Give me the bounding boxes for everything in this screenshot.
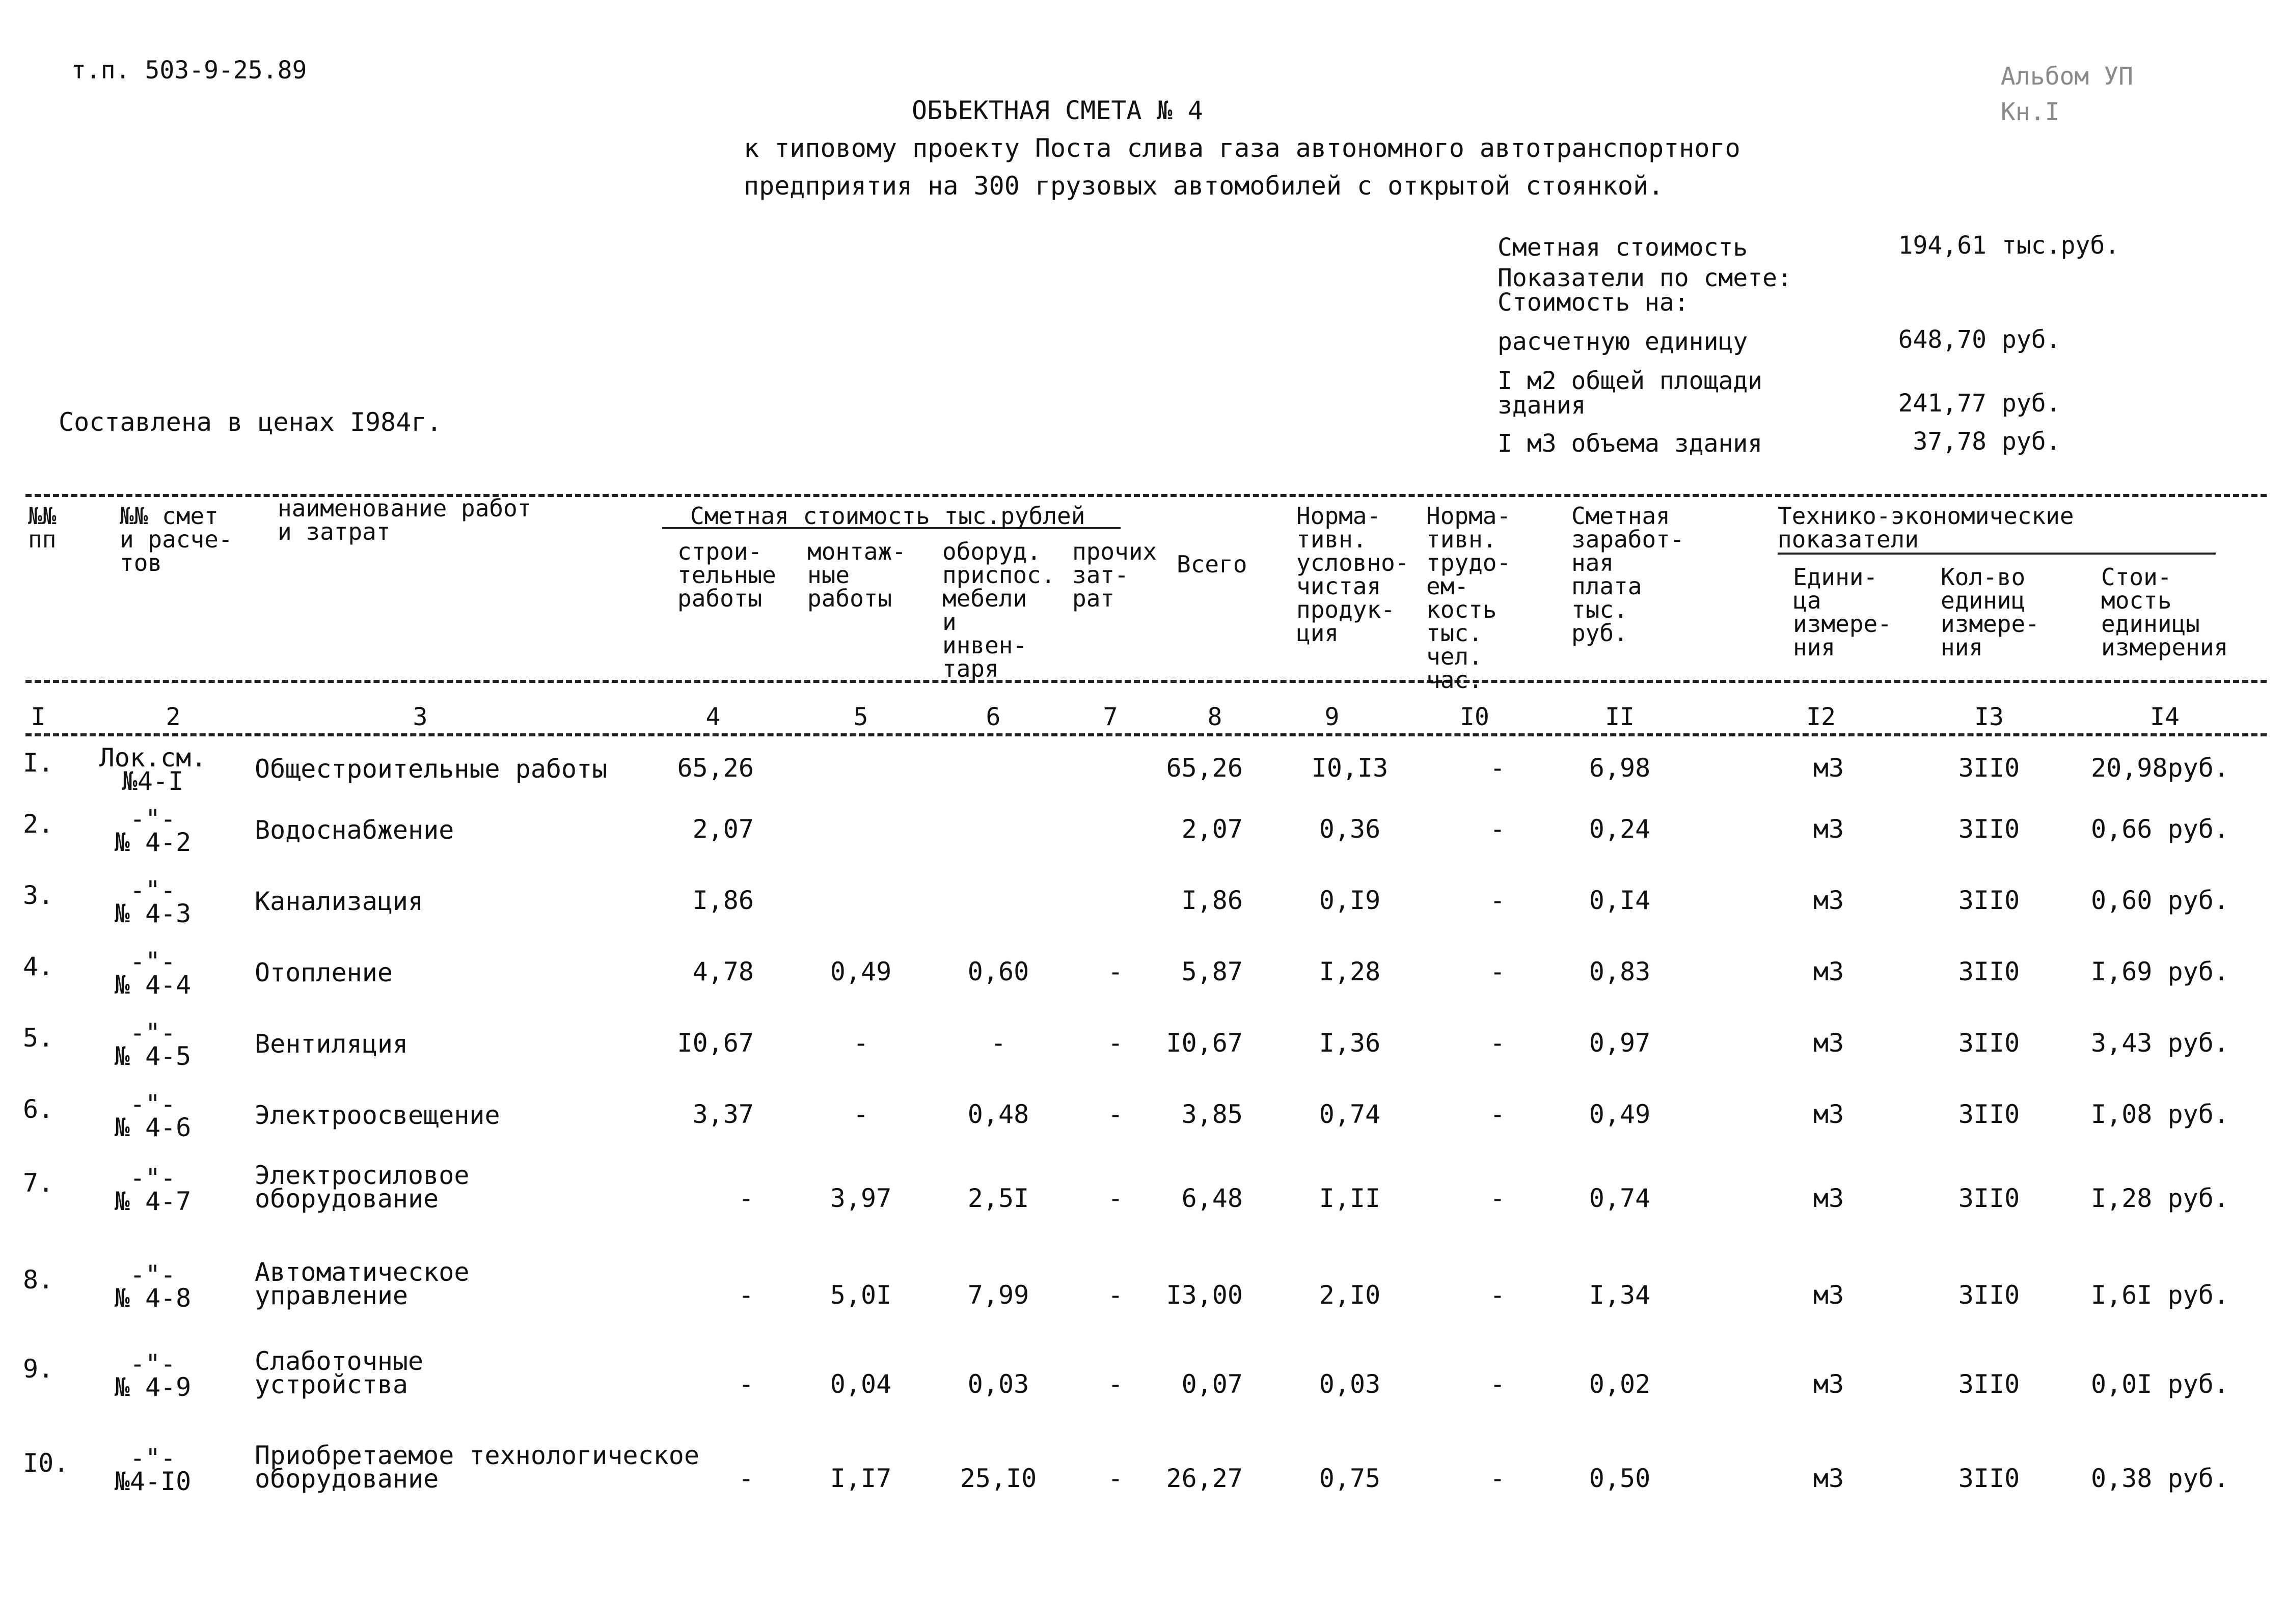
row-wages: 0,74 xyxy=(1589,1183,1651,1213)
row-number: 4. xyxy=(23,952,54,981)
album-stamp xyxy=(2001,59,2133,130)
header-tech-group: Технико-экономические показатели xyxy=(1778,502,2074,553)
row-construction-cost: 3,37 xyxy=(692,1099,754,1129)
document-title xyxy=(744,92,1966,205)
row-estimate-no: -"- № 4-7 xyxy=(114,1163,192,1216)
column-number: 9 xyxy=(1324,703,1340,731)
row-total-cost: I,86 xyxy=(1181,886,1243,915)
row-number: 7. xyxy=(23,1168,54,1198)
row-work-name: Слаботочные устройства xyxy=(255,1346,424,1399)
row-work-name: Приобретаемое технологическое оборудование xyxy=(255,1441,699,1494)
header-estimate-no: №№ смет и расче- тов xyxy=(120,502,233,576)
summary-value: 648,70 xyxy=(1898,325,1986,354)
row-estimate-no: -"- № 4-9 xyxy=(114,1349,192,1402)
row-labor: - xyxy=(1489,1028,1506,1058)
title-line-2: к типовому проекту Поста слива газа автономного автотранспортного xyxy=(744,133,1740,163)
row-construction-cost: 65,26 xyxy=(677,753,754,783)
row-normative-output: 2,I0 xyxy=(1319,1280,1381,1310)
row-equipment-cost: - xyxy=(990,1028,1006,1058)
row-construction-cost: 2,07 xyxy=(692,814,754,844)
header-unit-cost: Стои- мость единицы измерения xyxy=(2101,563,2228,661)
row-other-cost: - xyxy=(1107,1464,1124,1493)
header-name: наименование работ и затрат xyxy=(278,494,532,545)
row-unit-cost: 0,60 руб. xyxy=(2091,886,2229,915)
book-label: Кн.I xyxy=(2000,98,2060,126)
row-construction-cost: 4,78 xyxy=(692,957,754,986)
column-number: 3 xyxy=(413,703,428,731)
row-equipment-cost: 0,03 xyxy=(967,1369,1029,1399)
row-work-name: Канализация xyxy=(255,887,424,916)
row-wages: 0,24 xyxy=(1589,814,1651,844)
row-equipment-cost: 7,99 xyxy=(967,1280,1029,1310)
row-other-cost: - xyxy=(1107,1099,1124,1129)
row-qty: 3II0 xyxy=(1958,1183,2020,1213)
row-number: 9. xyxy=(23,1354,54,1384)
row-labor: - xyxy=(1489,1464,1506,1493)
row-normative-output: I,II xyxy=(1319,1183,1381,1213)
row-normative-output: 0,36 xyxy=(1319,814,1381,844)
row-unit-cost: 0,66 руб. xyxy=(2091,814,2229,844)
row-number: 2. xyxy=(23,809,54,839)
row-qty: 3II0 xyxy=(1958,753,2020,783)
summary-label: Сметная стоимость xyxy=(1498,233,1748,262)
row-construction-cost: - xyxy=(738,1369,754,1399)
row-estimate-no: -"- № 4-6 xyxy=(114,1089,192,1142)
row-normative-output: 0,I9 xyxy=(1319,886,1381,915)
row-unit: м3 xyxy=(1813,1183,1844,1213)
row-total-cost: 65,26 xyxy=(1166,753,1243,783)
album-label: Альбом УП xyxy=(2000,62,2133,91)
row-installation-cost: 3,97 xyxy=(830,1183,892,1213)
summary-unit: тыс.руб. xyxy=(2002,231,2120,260)
summary-row xyxy=(1498,321,2119,354)
row-normative-output: 0,74 xyxy=(1319,1099,1381,1129)
row-wages: I,34 xyxy=(1589,1280,1651,1310)
row-installation-cost: I,I7 xyxy=(830,1464,892,1493)
row-qty: 3II0 xyxy=(1958,1369,2020,1399)
row-qty: 3II0 xyxy=(1958,886,2020,915)
row-installation-cost: 0,49 xyxy=(830,957,892,986)
row-number: I. xyxy=(23,748,54,778)
row-total-cost: 26,27 xyxy=(1166,1464,1243,1493)
row-construction-cost: - xyxy=(738,1464,754,1493)
row-number: 5. xyxy=(23,1023,54,1053)
row-unit-cost: I,6I руб. xyxy=(2091,1280,2229,1310)
summary-unit: руб. xyxy=(2002,427,2061,456)
summary-value: 241,77 xyxy=(1898,389,1986,418)
row-unit-cost: 0,0I руб. xyxy=(2091,1369,2229,1399)
row-labor: - xyxy=(1489,1099,1506,1129)
header-labor: Норма- тивн. трудо- ем- кость тыс. чел. час. xyxy=(1426,502,1511,694)
row-work-name: Электроосвещение xyxy=(255,1100,500,1130)
document-reference: т.п. 503-9-25.89 xyxy=(71,56,307,85)
row-normative-output: 0,03 xyxy=(1319,1369,1381,1399)
row-unit-cost: 0,38 руб. xyxy=(2091,1464,2229,1493)
row-construction-cost: I,86 xyxy=(692,886,754,915)
row-wages: 6,98 xyxy=(1589,753,1651,783)
row-number: 8. xyxy=(23,1265,54,1295)
row-normative-output: I,36 xyxy=(1319,1028,1381,1058)
row-unit: м3 xyxy=(1813,1369,1844,1399)
summary-unit: руб. xyxy=(2002,389,2061,418)
row-total-cost: 0,07 xyxy=(1181,1369,1243,1399)
row-unit: м3 xyxy=(1813,1099,1844,1129)
header-other: прочих зат- рат xyxy=(1072,538,1157,612)
row-qty: 3II0 xyxy=(1958,1464,2020,1493)
row-work-name: Электросиловое оборудование xyxy=(255,1161,470,1214)
title-line-3: предприятия на 300 грузовых автомобилей с открытой стоянкой. xyxy=(744,171,1664,201)
row-wages: 0,I4 xyxy=(1589,886,1651,915)
summary-label: I м3 объема здания xyxy=(1498,429,1763,458)
row-equipment-cost: 2,5I xyxy=(967,1183,1029,1213)
header-num: №№ пп xyxy=(28,502,57,553)
column-number: 4 xyxy=(705,703,721,731)
row-normative-output: I0,I3 xyxy=(1311,753,1389,783)
row-estimate-no: -"- № 4-2 xyxy=(114,804,192,857)
row-qty: 3II0 xyxy=(1958,814,2020,844)
column-number: I2 xyxy=(1806,703,1836,731)
row-estimate-no: -"- № 4-4 xyxy=(114,947,192,1000)
row-unit-cost: I,08 руб. xyxy=(2091,1099,2229,1129)
header-normative-output: Норма- тивн. условно- чистая продук- ция xyxy=(1296,502,1409,647)
row-construction-cost: - xyxy=(738,1183,754,1213)
row-total-cost: 5,87 xyxy=(1181,957,1243,986)
row-labor: - xyxy=(1489,1183,1506,1213)
row-number: I0. xyxy=(23,1448,69,1478)
summary-indicators xyxy=(1498,224,2119,456)
row-estimate-no: Лок.см. №4-I xyxy=(99,743,207,796)
column-number: 5 xyxy=(853,703,868,731)
column-number: 7 xyxy=(1103,703,1118,731)
header-wages: Сметная заработ- ная плата тыс. руб. xyxy=(1571,502,1684,647)
summary-row xyxy=(1498,260,2119,321)
row-total-cost: I3,00 xyxy=(1166,1280,1243,1310)
row-unit-cost: 20,98руб. xyxy=(2091,753,2229,783)
row-unit-cost: I,28 руб. xyxy=(2091,1183,2229,1213)
row-construction-cost: I0,67 xyxy=(677,1028,754,1058)
row-qty: 3II0 xyxy=(1958,957,2020,986)
header-cost-group: Сметная стоимость тыс.рублей xyxy=(690,502,1085,530)
summary-label: расчетную единицу xyxy=(1498,327,1748,356)
summary-row xyxy=(1498,354,2119,418)
header-construction: строи- тельные работы xyxy=(677,538,776,612)
row-work-name: Автоматическое управление xyxy=(255,1257,470,1310)
row-labor: - xyxy=(1489,1369,1506,1399)
row-work-name: Водоснабжение xyxy=(255,815,454,845)
header-total: Всего xyxy=(1177,550,1247,578)
row-other-cost: - xyxy=(1107,957,1124,986)
column-number: I4 xyxy=(2150,703,2180,731)
row-work-name: Вентиляция xyxy=(255,1029,409,1059)
row-unit-cost: I,69 руб. xyxy=(2091,957,2229,986)
row-construction-cost: - xyxy=(738,1280,754,1310)
summary-row xyxy=(1498,418,2119,456)
header-installation: монтаж- ные работы xyxy=(807,538,906,612)
row-labor: - xyxy=(1489,957,1506,986)
row-equipment-cost: 0,48 xyxy=(967,1099,1029,1129)
row-qty: 3II0 xyxy=(1958,1280,2020,1310)
row-qty: 3II0 xyxy=(1958,1028,2020,1058)
row-work-name: Общестроительные работы xyxy=(255,754,608,784)
row-installation-cost: 0,04 xyxy=(830,1369,892,1399)
row-estimate-no: -"- № 4-3 xyxy=(114,875,192,928)
row-estimate-no: -"- № 4-5 xyxy=(114,1018,192,1071)
summary-row xyxy=(1498,224,2119,260)
summary-value: 194,61 xyxy=(1898,231,1986,260)
row-other-cost: - xyxy=(1107,1369,1124,1399)
column-number: I3 xyxy=(1974,703,2004,731)
row-unit: м3 xyxy=(1813,753,1844,783)
column-number: I xyxy=(31,703,46,731)
summary-label: Показатели по смете: Стоимость на: xyxy=(1498,264,1792,317)
row-wages: 0,50 xyxy=(1589,1464,1651,1493)
column-number: 6 xyxy=(986,703,1001,731)
header-qty: Кол-во единиц измере- ния xyxy=(1941,563,2039,661)
title-line-1: ОБЪЕКТНАЯ СМЕТА № 4 xyxy=(912,96,1203,125)
summary-unit: руб. xyxy=(2002,325,2061,354)
row-installation-cost: 5,0I xyxy=(830,1280,892,1310)
row-other-cost: - xyxy=(1107,1280,1124,1310)
row-other-cost: - xyxy=(1107,1183,1124,1213)
header-equipment: оборуд. приспос. мебели и инвен- таря xyxy=(942,538,1055,682)
row-equipment-cost: 0,60 xyxy=(967,957,1029,986)
column-number-rule xyxy=(25,733,2267,736)
row-work-name: Отопление xyxy=(255,958,393,987)
row-number: 3. xyxy=(23,880,54,910)
summary-label: I м2 общей площади здания xyxy=(1498,367,1763,420)
row-labor: - xyxy=(1489,814,1506,844)
row-wages: 0,97 xyxy=(1589,1028,1651,1058)
summary-value: 37,78 xyxy=(1913,427,1986,456)
row-normative-output: 0,75 xyxy=(1319,1464,1381,1493)
prices-note: Составлена в ценах I984г. xyxy=(59,407,442,437)
row-labor: - xyxy=(1489,753,1506,783)
row-unit: м3 xyxy=(1813,1028,1844,1058)
row-unit: м3 xyxy=(1813,1464,1844,1493)
row-estimate-no: -"- № 4-8 xyxy=(114,1260,192,1313)
column-number: II xyxy=(1605,703,1635,731)
header-unit: Едини- ца измере- ния xyxy=(1793,563,1892,661)
row-total-cost: 6,48 xyxy=(1181,1183,1243,1213)
column-number: 2 xyxy=(166,703,181,731)
row-unit: м3 xyxy=(1813,957,1844,986)
row-total-cost: I0,67 xyxy=(1166,1028,1243,1058)
row-installation-cost: - xyxy=(853,1099,869,1129)
row-other-cost: - xyxy=(1107,1028,1124,1058)
row-unit: м3 xyxy=(1813,814,1844,844)
column-number: 8 xyxy=(1207,703,1222,731)
row-total-cost: 3,85 xyxy=(1181,1099,1243,1129)
row-wages: 0,49 xyxy=(1589,1099,1651,1129)
table-header-rule xyxy=(25,680,2267,683)
row-number: 6. xyxy=(23,1094,54,1124)
row-normative-output: I,28 xyxy=(1319,957,1381,986)
row-unit-cost: 3,43 руб. xyxy=(2091,1028,2229,1058)
row-unit: м3 xyxy=(1813,1280,1844,1310)
row-total-cost: 2,07 xyxy=(1181,814,1243,844)
row-labor: - xyxy=(1489,1280,1506,1310)
row-wages: 0,83 xyxy=(1589,957,1651,986)
row-labor: - xyxy=(1489,886,1506,915)
row-qty: 3II0 xyxy=(1958,1099,2020,1129)
row-installation-cost: - xyxy=(853,1028,869,1058)
column-number: I0 xyxy=(1460,703,1489,731)
row-estimate-no: -"- №4-I0 xyxy=(114,1443,192,1496)
row-equipment-cost: 25,I0 xyxy=(960,1464,1037,1493)
row-unit: м3 xyxy=(1813,886,1844,915)
row-wages: 0,02 xyxy=(1589,1369,1651,1399)
